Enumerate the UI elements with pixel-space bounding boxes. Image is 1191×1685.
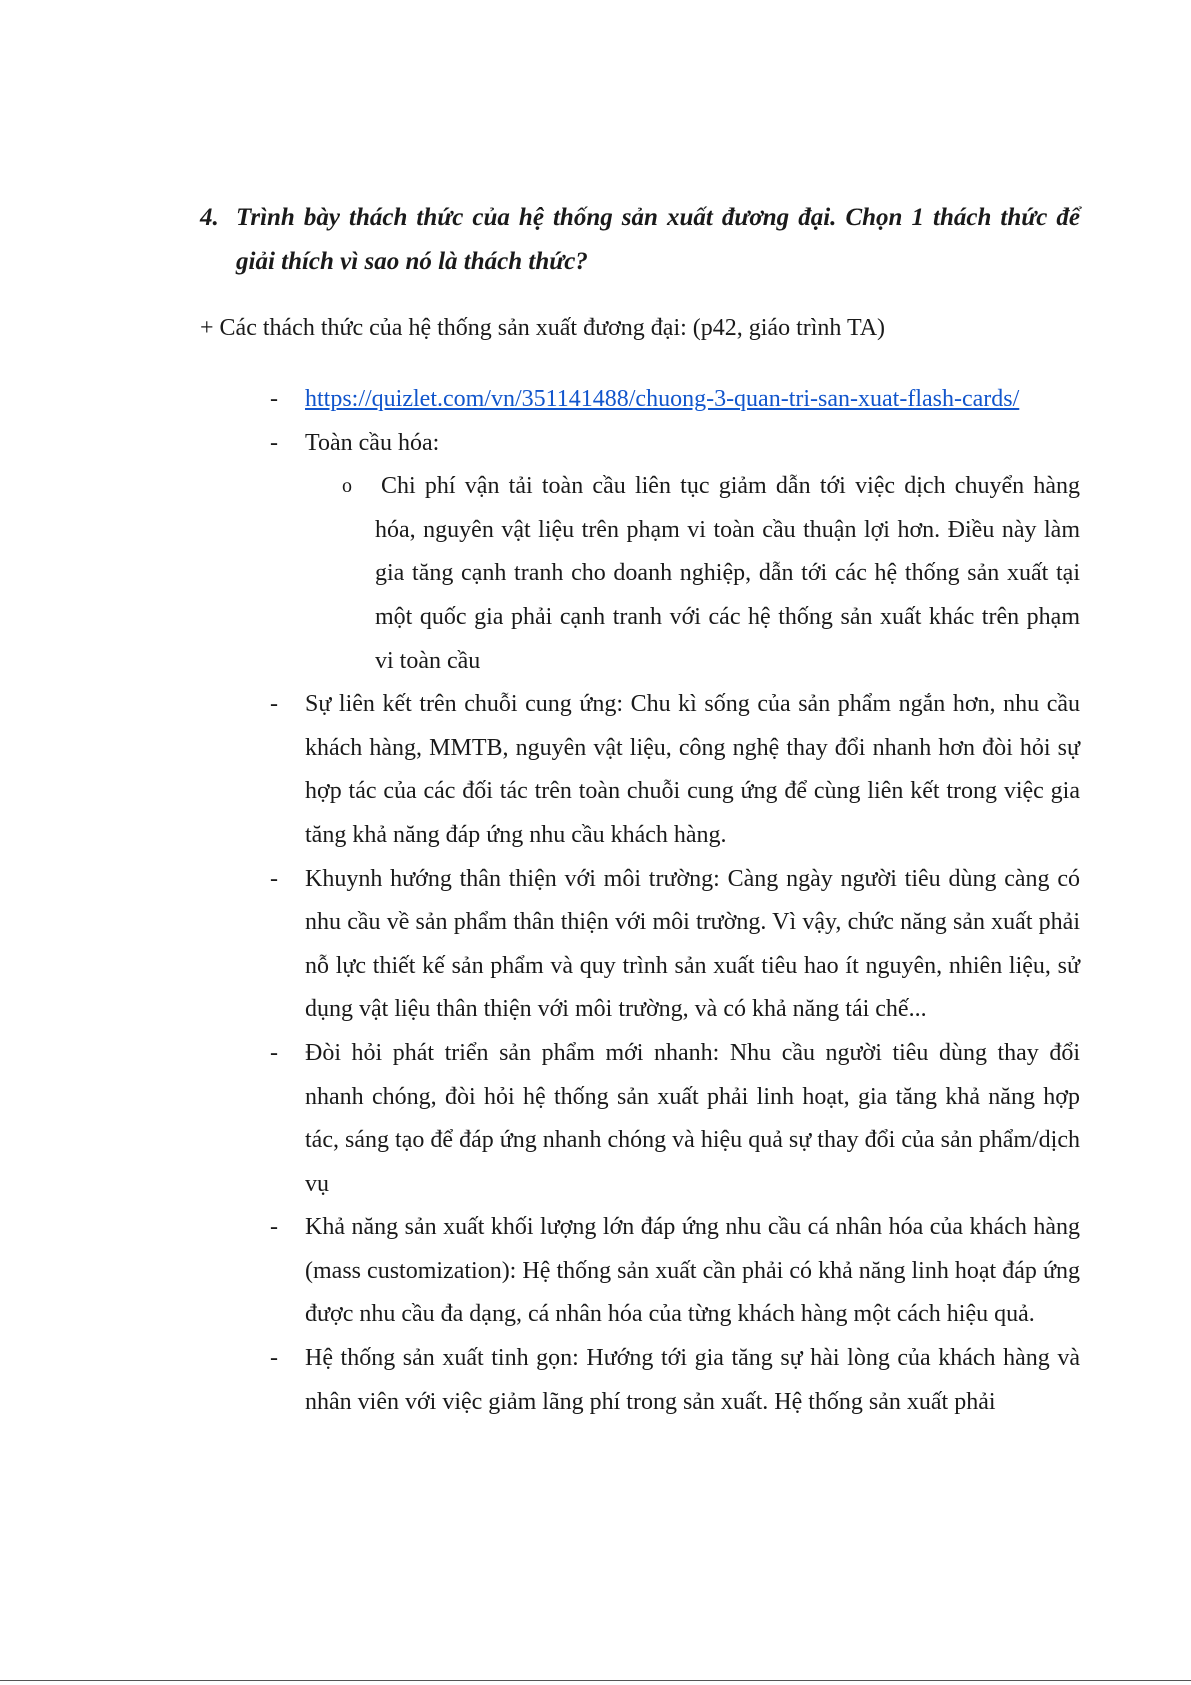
dash-bullet: - [270, 429, 278, 456]
supply-chain-text: Sự liên kết trên chuỗi cung ứng: Chu kì sống của sản phẩm ngắn hơn, nhu cầu khách hàng, MMTB, nguyên vật liệu, công nghệ thay đổi nhanh hơn đòi hỏi sự hợp tác của các đối tác trên toàn chuỗi cung ứng để cùng liên kết trong việc gia tăng khả năng đáp ứng nhu cầu khách hàng. [305, 691, 1080, 848]
environment-text: Khuynh hướng thân thiện với môi trường: Càng ngày người tiêu dùng càng có nhu cầu về sản phẩm thân thiện với môi trường. Vì vậy, chức năng sản xuất phải nỗ lực thiết kế sản phẩm và quy trình sản xuất tiêu hao ít nguyên, nhiên liệu, sử dụng vật liệu thân thiện với môi trường, và có khả năng tái chế... [305, 865, 1080, 1023]
list-item-link [200, 378, 1080, 422]
dash-bullet: - [270, 1214, 278, 1241]
quizlet-link[interactable]: https://quizlet.com/vn/351141488/chuong-3-quan-tri-san-xuat-flash-cards/ [305, 386, 1020, 412]
question-text: Trình bày thách thức của hệ thống sản xuất đương đại. Chọn 1 thách thức để giải thích vì sao nó là thách thức? [236, 204, 1080, 275]
circle-bullet: o [342, 475, 352, 498]
intro-line: + Các thách thức của hệ thống sản xuất đương đại: (p42, giáo trình TA) [200, 315, 886, 341]
new-product-text: Đòi hỏi phát triển sản phẩm mới nhanh: Nhu cầu người tiêu dùng thay đổi nhanh chóng, đòi hỏi hệ thống sản xuất phải linh hoạt, gia tăng khả năng hợp tác, sáng tạo để đáp ứng nhanh chóng và hiệu quả sự thay đổi của sản phẩm/dịch vụ [305, 1039, 1080, 1197]
question-heading [200, 196, 1080, 284]
challenge-list [200, 378, 1080, 1424]
question-number: 4. [200, 204, 219, 231]
list-item-new-product [200, 1032, 1080, 1206]
page-bottom-rule [0, 1680, 1191, 1681]
dash-bullet: - [270, 1039, 278, 1066]
list-item-globalization [200, 422, 1080, 466]
mass-customization-text: Khả năng sản xuất khối lượng lớn đáp ứng nhu cầu cá nhân hóa của khách hàng (mass customization): Hệ thống sản xuất cần phải có khả năng linh hoạt đáp ứng được nhu cầu đa dạng, cá nhân hóa của từng khách hàng một cách hiệu quả. [305, 1214, 1080, 1328]
list-item-mass-customization [200, 1206, 1080, 1337]
globalization-text: Toàn cầu hóa: [305, 429, 440, 456]
list-item-lean [200, 1337, 1080, 1424]
transport-cost-text: Chi phí vận tải toàn cầu liên tục giảm dẫn tới việc dịch chuyển hàng hóa, nguyên vật liệu trên phạm vi toàn cầu thuận lợi hơn. Điều này làm gia tăng cạnh tranh cho doanh nghiệp, dẫn tới các hệ thống sản xuất tại một quốc gia phải cạnh tranh với các hệ thống sản xuất khác trên phạm vi toàn cầu [375, 473, 1080, 674]
sub-item-transport-cost [200, 465, 1080, 683]
dash-bullet: - [270, 1345, 278, 1372]
dash-bullet: - [270, 386, 278, 412]
lean-text: Hệ thống sản xuất tinh gọn: Hướng tới gia tăng sự hài lòng của khách hàng và nhân viên với việc giảm lãng phí trong sản xuất. Hệ thống sản xuất phải [305, 1345, 1080, 1415]
list-item-supply-chain [200, 683, 1080, 857]
list-item-environment [200, 858, 1080, 1032]
dash-bullet: - [270, 691, 278, 718]
dash-bullet: - [270, 865, 278, 892]
